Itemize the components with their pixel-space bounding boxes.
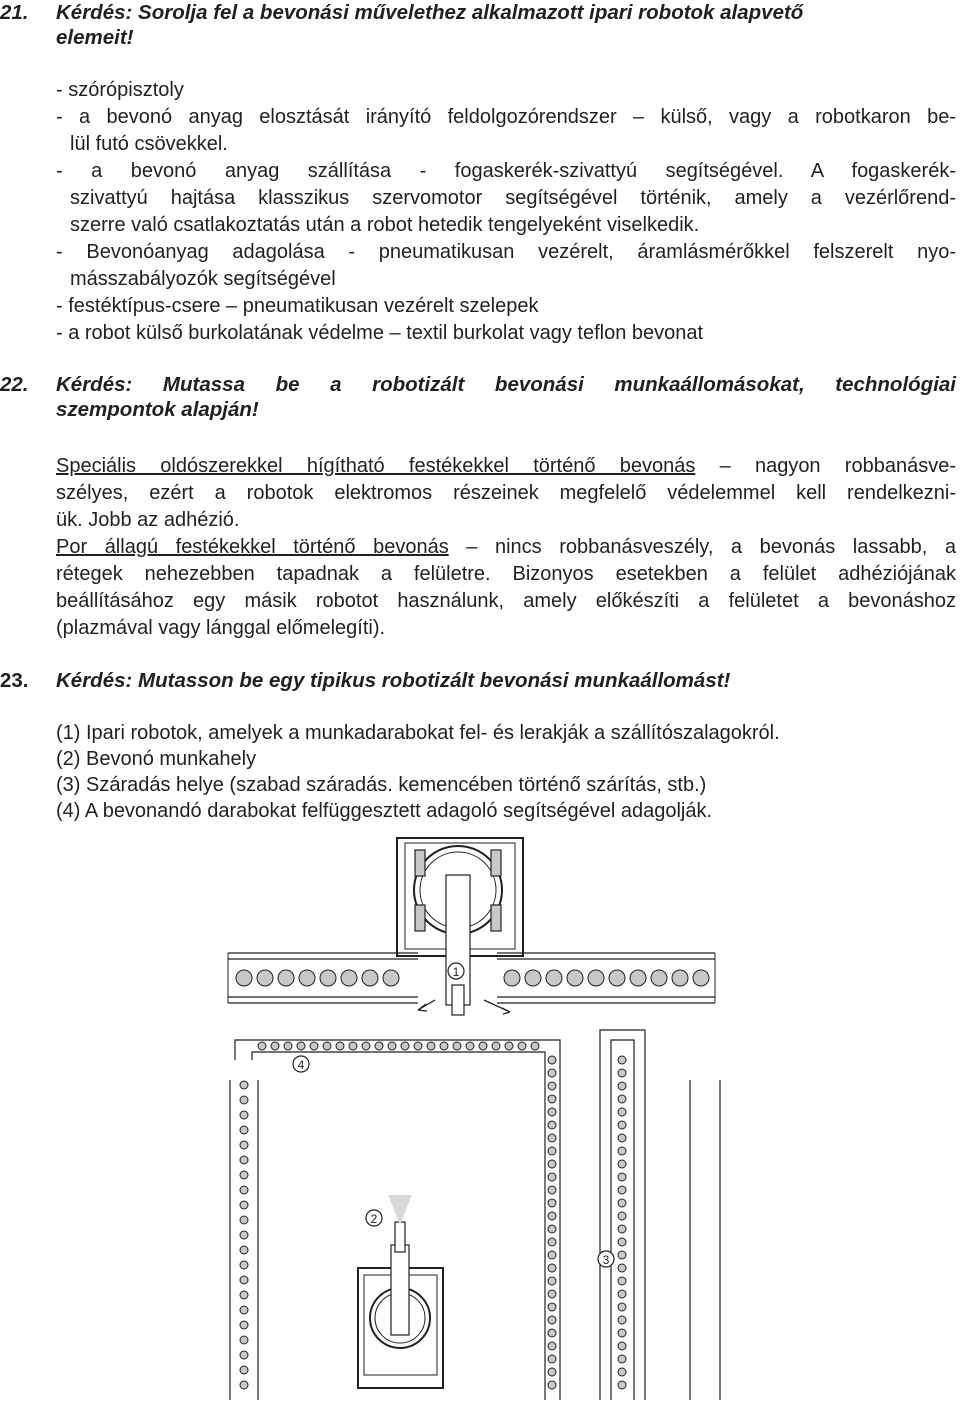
question-number: 23. <box>0 669 29 692</box>
conveyor-bead <box>240 1156 248 1164</box>
q21-item-3: - a bevonó anyag szállítása - fogaskerék-szivattyú segítségével. A fogaskerék- <box>56 160 956 182</box>
conveyor-bead <box>618 1212 626 1220</box>
conveyor-item <box>362 970 378 986</box>
conveyor-bead <box>548 1290 556 1298</box>
conveyor-bead <box>240 1171 248 1179</box>
conveyor-bead <box>401 1042 409 1050</box>
conveyor-item <box>588 970 604 986</box>
conveyor-top <box>228 953 715 1003</box>
conveyor-bead <box>548 1095 556 1103</box>
conveyor-bead <box>618 1251 626 1259</box>
q22-paragraph-1-line3: ük. Jobb az adhézió. <box>56 509 240 531</box>
conveyor-bead <box>240 1291 248 1299</box>
conveyor-bead <box>240 1081 248 1089</box>
q22-paragraph-2-line1 <box>56 534 956 561</box>
question-title: Kérdés: Mutasson be egy tipikus robotizált bevonási munkaállomást! <box>56 669 731 692</box>
conveyor-bead <box>618 1147 626 1155</box>
q22-p2-line1-rest: – nincs robbanásveszély, a bevonás lassabb, a <box>448 536 956 558</box>
q22-paragraph-2-line2: rétegek nehezebben tapadnak a felületre. Bizonyos esetekben a felület adhéziójának <box>56 563 956 585</box>
svg-text:4: 4 <box>297 1058 305 1072</box>
conveyor-bead <box>427 1042 435 1050</box>
conveyor-item <box>525 970 541 986</box>
conveyor-bead <box>618 1134 626 1142</box>
conveyor-bead <box>618 1303 626 1311</box>
conveyor-bead <box>548 1316 556 1324</box>
q21-item-3-cont1: szivattyú hajtása klasszikus szervomotor segítségével történik, amely a vezérlőrend- <box>70 187 956 209</box>
conveyor-item <box>299 970 315 986</box>
conveyor-bead <box>548 1329 556 1337</box>
conveyor-bead <box>548 1264 556 1272</box>
conveyor-bead <box>479 1042 487 1050</box>
conveyor-bead <box>548 1225 556 1233</box>
conveyor-bead <box>258 1042 266 1050</box>
conveyor-bead <box>240 1336 248 1344</box>
conveyor-bead <box>240 1201 248 1209</box>
conveyor-bead <box>618 1264 626 1272</box>
q21-item-4-cont: másszabályozók segítségével <box>70 268 336 290</box>
conveyor-bead <box>548 1121 556 1129</box>
question-title <box>56 0 956 50</box>
q22-paragraph-1-line2: szélyes, ezért a robotok elektromos részeinek megfelelő védelemmel kell rendelkezni- <box>56 482 956 504</box>
question-number: 21. <box>0 1 29 24</box>
conveyor-bead <box>492 1042 500 1050</box>
conveyor-bead <box>548 1355 556 1363</box>
q21-item-5: - festéktípus-csere – pneumatikusan vezérelt szelepek <box>56 295 539 317</box>
conveyor-item <box>609 970 625 986</box>
conveyor-bead <box>618 1121 626 1129</box>
robot-1-top <box>397 838 523 1015</box>
q23-item-3: (3) Száradás helye (szabad száradás. kemencében történő szárítás, stb.) <box>56 774 707 796</box>
conveyor-bead <box>618 1381 626 1389</box>
conveyor-bead <box>618 1277 626 1285</box>
conveyor-item <box>236 970 252 986</box>
conveyor-bead <box>618 1108 626 1116</box>
q22-paragraph-2-line4: (plazmával vagy lánggal előmelegíti). <box>56 617 386 639</box>
conveyor-bead <box>618 1290 626 1298</box>
conveyor-bead <box>618 1368 626 1376</box>
conveyor-bead <box>618 1199 626 1207</box>
conveyor-bead <box>618 1225 626 1233</box>
conveyor-bead <box>466 1042 474 1050</box>
conveyor-item <box>504 970 520 986</box>
conveyor-bead <box>618 1082 626 1090</box>
conveyor-bead <box>548 1134 556 1142</box>
conveyor-bead <box>548 1277 556 1285</box>
conveyor-item <box>257 970 273 986</box>
conveyor-bead <box>240 1141 248 1149</box>
conveyor-bead <box>618 1069 626 1077</box>
question-title-line2: elemeit! <box>56 26 134 49</box>
label-2 <box>366 1210 382 1226</box>
conveyor-bead <box>240 1216 248 1224</box>
conveyor-bead <box>375 1042 383 1050</box>
conveyor-item <box>630 970 646 986</box>
q21-item-4: - Bevonóanyag adagolása - pneumatikusan vezérelt, áramlásmérőkkel felszerelt nyo- <box>56 241 956 263</box>
q21-item-2-cont: lül futó csövekkel. <box>70 133 228 155</box>
conveyor-bead <box>618 1095 626 1103</box>
conveyor-bead <box>548 1251 556 1259</box>
conveyor-bead <box>548 1342 556 1350</box>
conveyor-item <box>383 970 399 986</box>
q22-p1-line1-rest: – nagyon robbanásve- <box>695 455 956 477</box>
conveyor-bead <box>336 1042 344 1050</box>
conveyor-bead <box>548 1199 556 1207</box>
conveyor-bead <box>240 1111 248 1119</box>
q22-paragraph-2-line3: beállításához egy másik robotot használunk, amely előkészíti a felületet a bevonáshoz <box>56 590 956 612</box>
conveyor-bead <box>323 1042 331 1050</box>
conveyor-bead <box>505 1042 513 1050</box>
q21-item-6: - a robot külső burkolatának védelme – textil burkolat vagy teflon bevonat <box>56 322 704 344</box>
q23-item-1: (1) Ipari robotok, amelyek a munkadarabokat fel- és lerakják a szállítószalagokról. <box>56 722 780 744</box>
conveyor-bead <box>440 1042 448 1050</box>
conveyor-bead <box>240 1261 248 1269</box>
q21-item-3-cont2: szerre való csatlakoztatás után a robot hetedik tengelyeként viselkedik. <box>70 214 700 236</box>
q22-term-solvent: Speciális oldószerekkel hígítható festékekkel történő bevonás <box>56 455 696 477</box>
conveyor-bead <box>240 1126 248 1134</box>
conveyor-item <box>546 970 562 986</box>
conveyor-bead <box>297 1042 305 1050</box>
conveyor-bead <box>548 1212 556 1220</box>
conveyor-bead <box>618 1342 626 1350</box>
q22-paragraph-1-line1 <box>56 453 956 480</box>
q21-item-2: - a bevonó anyag elosztását irányító feldolgozórendszer – külső, vagy a robotkaron be- <box>56 106 956 128</box>
conveyor-bead <box>240 1096 248 1104</box>
conveyor-bead <box>531 1042 539 1050</box>
conveyor-bead <box>240 1381 248 1389</box>
label-4 <box>293 1056 309 1072</box>
conveyor-bead <box>548 1303 556 1311</box>
conveyor-bead <box>548 1368 556 1376</box>
conveyor-bead <box>618 1056 626 1064</box>
conveyor-bead <box>240 1276 248 1284</box>
conveyor-item <box>651 970 667 986</box>
conveyor-item <box>672 970 688 986</box>
conveyor-bead <box>548 1160 556 1168</box>
q23-item-2: (2) Bevonó munkahely <box>56 748 257 770</box>
conveyor-bead <box>240 1366 248 1374</box>
conveyor-bead <box>240 1351 248 1359</box>
conveyor-bead <box>618 1186 626 1194</box>
conveyor-bead <box>548 1186 556 1194</box>
conveyor-bead <box>240 1186 248 1194</box>
question-number: 22. <box>0 373 29 396</box>
label-1 <box>448 963 464 979</box>
conveyor-item <box>567 970 583 986</box>
conveyor-loop <box>230 1030 720 1400</box>
conveyor-bead <box>618 1173 626 1181</box>
coating-workstation-diagram <box>0 820 960 1420</box>
conveyor-item <box>693 970 709 986</box>
conveyor-bead <box>388 1042 396 1050</box>
conveyor-bead <box>548 1147 556 1155</box>
q23-item-4: (4) A bevonandó darabokat felfüggesztett adagoló segítségével adagolják. <box>56 800 713 822</box>
conveyor-item <box>341 970 357 986</box>
svg-text:2: 2 <box>370 1212 378 1226</box>
conveyor-bead <box>362 1042 370 1050</box>
q22-term-powder: Por állagú festékekkel történő bevonás <box>56 536 449 558</box>
conveyor-bead <box>618 1160 626 1168</box>
conveyor-bead <box>618 1238 626 1246</box>
conveyor-bead <box>284 1042 292 1050</box>
conveyor-bead <box>548 1238 556 1246</box>
conveyor-bead <box>271 1042 279 1050</box>
label-3 <box>598 1251 614 1267</box>
conveyor-bead <box>548 1069 556 1077</box>
conveyor-bead <box>453 1042 461 1050</box>
conveyor-bead <box>548 1381 556 1389</box>
conveyor-bead <box>518 1042 526 1050</box>
conveyor-bead <box>349 1042 357 1050</box>
conveyor-bead <box>240 1321 248 1329</box>
conveyor-bead <box>414 1042 422 1050</box>
svg-text:3: 3 <box>602 1253 610 1267</box>
conveyor-bead <box>548 1173 556 1181</box>
q21-item-1: - szórópisztoly <box>56 79 184 101</box>
conveyor-bead <box>240 1246 248 1254</box>
conveyor-bead <box>240 1306 248 1314</box>
conveyor-item <box>320 970 336 986</box>
conveyor-bead <box>240 1231 248 1239</box>
conveyor-item <box>278 970 294 986</box>
conveyor-bead <box>618 1316 626 1324</box>
question-title-line1: Kérdés: Sorolja fel a bevonási művelethez alkalmazott ipari robotok alapvető <box>56 1 804 24</box>
question-title-line1: Kérdés: Mutassa be a robotizált bevonási munkaállomásokat, technológiai <box>56 373 956 396</box>
conveyor-bead <box>618 1329 626 1337</box>
conveyor-bead <box>548 1056 556 1064</box>
svg-text:1: 1 <box>452 965 460 979</box>
conveyor-bead <box>548 1082 556 1090</box>
question-title-line2: szempontok alapján! <box>56 398 259 421</box>
conveyor-bead <box>310 1042 318 1050</box>
conveyor-bead <box>548 1108 556 1116</box>
conveyor-bead <box>618 1355 626 1363</box>
